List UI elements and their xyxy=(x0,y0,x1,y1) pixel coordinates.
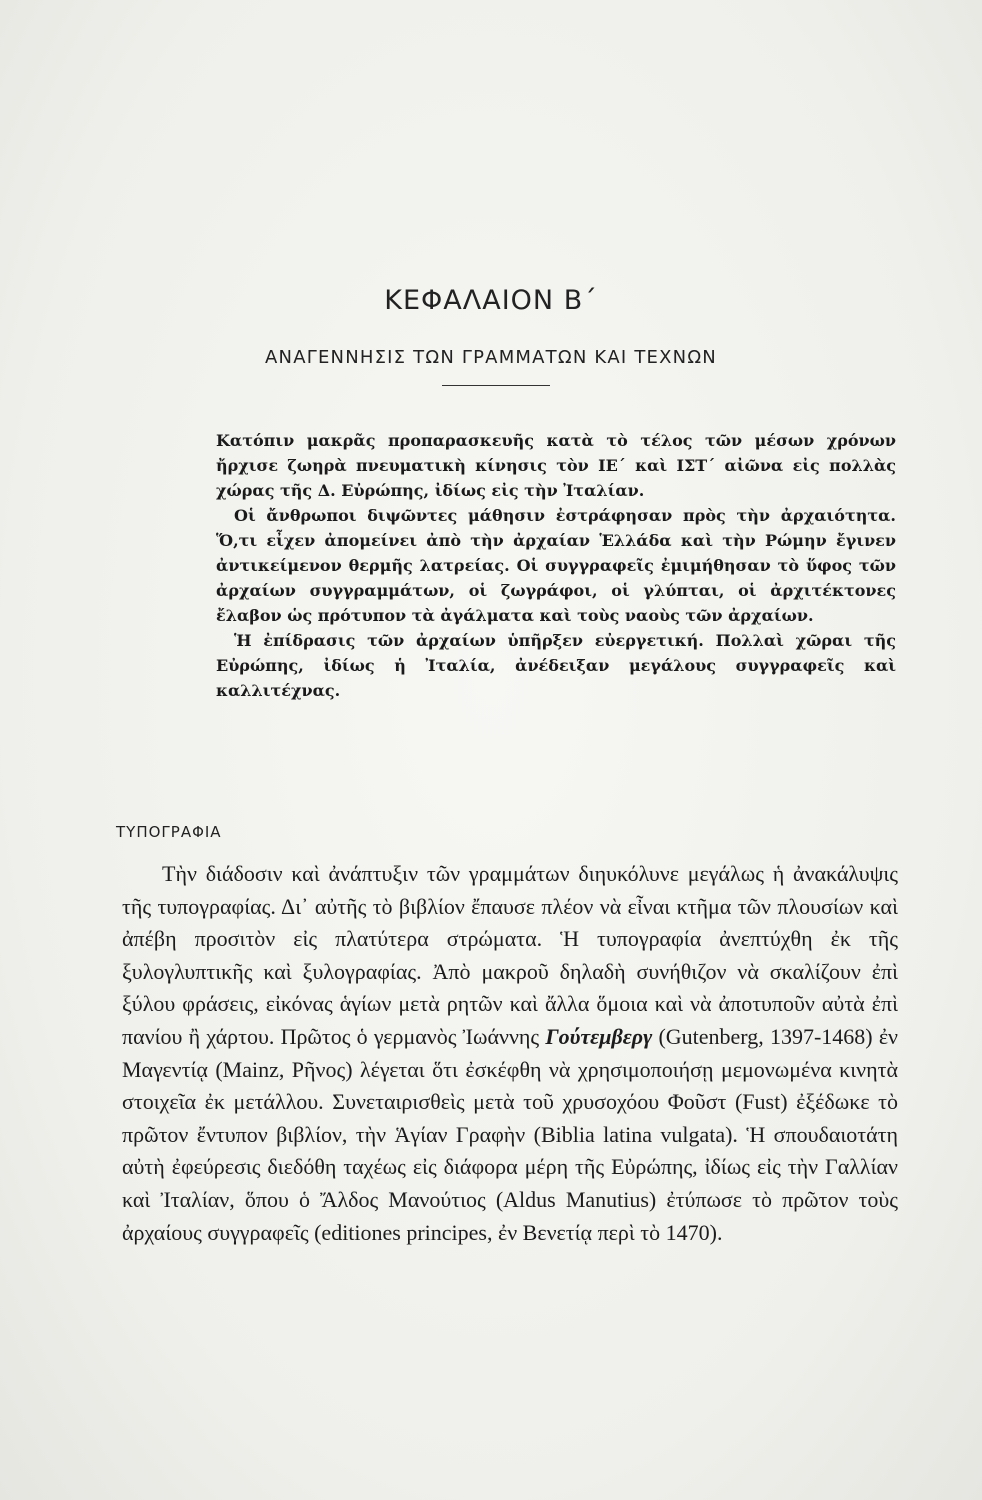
section-heading: ΤΥΠΟΓΡΑΦΙΑ xyxy=(116,823,222,841)
title-divider xyxy=(442,385,550,386)
body-text-part2: (Gutenberg, 1397-1468) ἐν Μαγεντίᾳ (Mainz, Ρῆνος) λέγεται ὅτι ἐσκέφθη νὰ χρησιμοποιήσῃ μεμονωμένα κινητὰ στοιχεῖα ἐκ μετάλλου. Συνεταιρισθεὶς μετὰ τοῦ χρυσοχόου Φοῦστ (Fust) ἐξέδωκε τὸ πρῶτον ἔντυπον βιβλίον, τὴν Ἁγίαν Γραφὴν (Biblia latina vulgata). Ἡ σπουδαιοτάτη αὐτὴ ἐφεύρεσις διεδόθη ταχέως εἰς διάφορα μέρη τῆς Εὐρώπης, ἰδίως εἰς τὴν Γαλλίαν καὶ Ἰταλίαν, ὅπου ὁ Ἄλδος Μανούτιος (Aldus Manutius) ἐτύπωσε τὸ πρῶτον τοὺς ἀρχαίους συγγραφεῖς (editiones principes, ἐν Βενετίᾳ περὶ τὸ 1470). xyxy=(122,1023,899,1245)
chapter-summary xyxy=(216,428,896,703)
summary-paragraph: Κατόπιν μακρᾶς προπαρασκευῆς κατὰ τὸ τέλος τῶν μέσων χρόνων ἤρχισε ζωηρὰ πνευματικὴ κίνησις τὸν ΙΕ΄ καὶ ΙΣΤ΄ αἰῶνα εἰς πολλὰς χώρας τῆς Δ. Εὐρώπης, ἰδίως εἰς τὴν Ἰταλίαν. xyxy=(216,431,896,500)
summary-paragraph: Ἡ ἐπίδρασις τῶν ἀρχαίων ὑπῆρξεν εὐεργετική. Πολλαὶ χῶραι τῆς Εὐρώπης, ἰδίως ἡ Ἰταλία, ἀνέδειξαν μεγάλους συγγραφεῖς καὶ καλλιτέχνας. xyxy=(216,631,896,700)
body-paragraph xyxy=(122,858,898,1249)
summary-paragraph: Οἱ ἄνθρωποι διψῶντες μάθησιν ἐστράφησαν πρὸς τὴν ἀρχαιότητα. Ὅ,τι εἶχεν ἀπομείνει ἀπὸ τὴν ἀρχαίαν Ἑλλάδα καὶ τὴν Ρώμην ἔγινεν ἀντικείμενον θερμῆς λατρείας. Οἱ συγγραφεῖς ἐμιμήθησαν τὸ ὕφος τῶν ἀρχαίων συγγραμμάτων, οἱ ζωγράφοι, οἱ γλύπται, οἱ ἀρχιτέκτονες ἔλαβον ὡς πρότυπον τὰ ἀγάλματα καὶ τοὺς ναοὺς τῶν ἀρχαίων. xyxy=(216,506,896,625)
highlighted-name: Γούτεμβεργ xyxy=(545,1023,653,1049)
section-body xyxy=(122,858,898,1249)
chapter-title: ΚΕΦΑΛΑΙΟΝ Β΄ xyxy=(384,285,598,316)
chapter-subtitle: ΑΝΑΓΕΝΝΗΣΙΣ ΤΩΝ ΓΡΑΜΜΑΤΩΝ ΚΑΙ ΤΕΧΝΩΝ xyxy=(265,347,717,368)
body-text-part1: Τὴν διάδοσιν καὶ ἀνάπτυξιν τῶν γραμμάτων διηυκόλυνε μεγάλως ἡ ἀνακάλυψις τῆς τυπογραφίας. Δι᾽ αὐτῆς τὸ βιβλίον ἔπαυσε πλέον νὰ εἶναι κτῆμα τῶν πλουσίων καὶ ἀπέβη προσιτὸν εἰς πλατύτερα στρώματα. Ἡ τυπογραφία ἀνεπτύχθη ἐκ τῆς ξυλογλυπτικῆς καὶ ξυλογραφίας. Ἀπὸ μακροῦ δηλαδὴ συνήθιζον νὰ σκαλίζουν ἐπὶ ξύλου φράσεις, εἰκόνας ἁγίων μετὰ ρητῶν καὶ ἄλλα ὅμοια καὶ νὰ ἀποτυποῦν αὐτὰ ἐπὶ πανίου ἢ χάρτου. Πρῶτος ὁ γερμανὸς Ἰωάννης xyxy=(122,861,898,1049)
